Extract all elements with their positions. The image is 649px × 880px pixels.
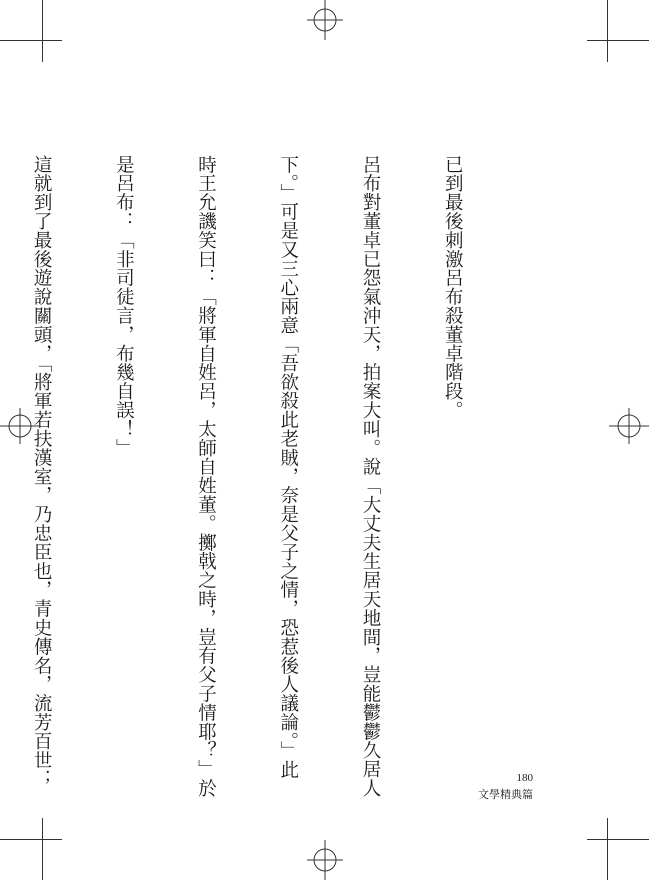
crop-mark bbox=[0, 839, 62, 840]
text-column: 已到最後刺激呂布殺董卓階段。 bbox=[442, 155, 464, 420]
crop-mark bbox=[42, 818, 43, 880]
text-column: 呂布對董卓已怨氣沖天，拍案大叫。說「大丈夫生居天地間，豈能鬱鬱久居人 bbox=[359, 155, 381, 798]
text-column: 這就到了最後遊說關頭，「將軍若扶漢室，乃忠臣也，青史傳名，流芳百世； bbox=[31, 155, 53, 789]
registration-mark-icon bbox=[303, 0, 347, 44]
page-number: 180 bbox=[516, 772, 533, 784]
crop-mark bbox=[607, 818, 608, 880]
section-name: 文學精典篇 bbox=[478, 789, 533, 801]
text-column: 是呂布：「非司徒言，布幾自誤！」 bbox=[113, 155, 135, 458]
crop-mark bbox=[42, 0, 43, 62]
registration-mark-icon bbox=[303, 836, 347, 880]
registration-mark-icon bbox=[605, 404, 649, 448]
crop-mark bbox=[587, 40, 649, 41]
crop-mark bbox=[587, 839, 649, 840]
folio bbox=[478, 770, 533, 804]
crop-mark bbox=[607, 0, 608, 62]
text-column: 下。」可是又三心兩意「吾欲殺此老賊，奈是父子之情，恐惹後人議論。」此 bbox=[277, 155, 299, 780]
crop-mark bbox=[0, 40, 62, 41]
text-column: 時王允譏笑曰：「將軍自姓呂，太師自姓董。擲戟之時，豈有父子情耶？」於 bbox=[195, 155, 217, 798]
